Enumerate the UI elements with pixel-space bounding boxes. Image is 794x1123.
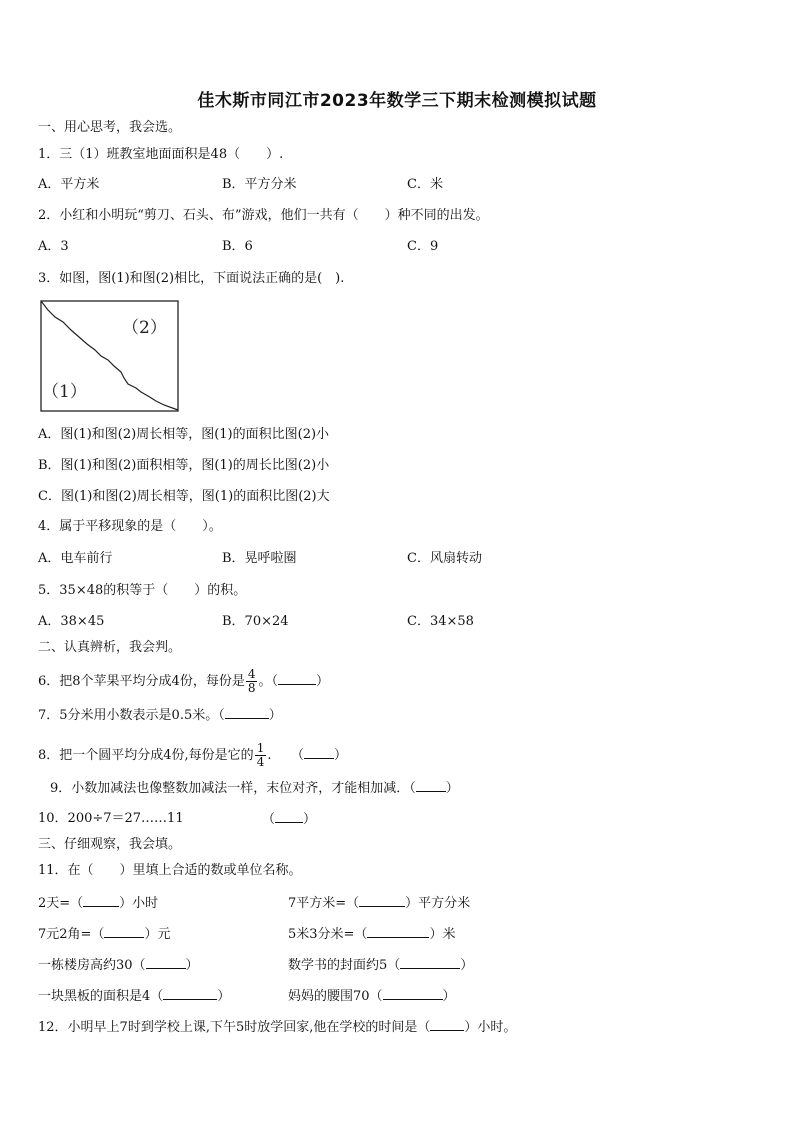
item-text: ） xyxy=(217,989,231,1004)
fraction-numerator: 4 xyxy=(247,667,256,681)
answer-blank[interactable] xyxy=(430,1018,464,1031)
answer-blank[interactable] xyxy=(416,779,446,792)
answer-blank[interactable] xyxy=(400,956,460,969)
question-7-text: 7．5分米用小数表示是0.5米。（ xyxy=(38,708,225,723)
question-6-paren-close: ） xyxy=(315,674,329,689)
answer-blank[interactable] xyxy=(104,925,144,938)
section-heading-fill: 三、仔细观察，我会填。 xyxy=(38,837,182,852)
fraction-1-4 xyxy=(255,742,267,769)
answer-blank[interactable] xyxy=(383,987,443,1000)
question-8 xyxy=(38,742,347,769)
question-11-item xyxy=(38,925,170,944)
section-heading-judge: 二、认真辨析，我会判。 xyxy=(38,640,182,655)
question-11-item xyxy=(288,956,473,975)
figure-label-2: （2） xyxy=(122,318,167,338)
question-3-option-c: C．图(1)和图(2)周长相等，图(1)的面积比图(2)大 xyxy=(38,489,330,504)
item-text: 2天=（ xyxy=(38,896,84,911)
question-10-paren-open: （ xyxy=(262,812,276,827)
question-3-figure xyxy=(40,300,179,412)
question-2-option-b: B．6 xyxy=(222,239,253,254)
question-10-paren-close: ） xyxy=(303,812,317,827)
answer-blank[interactable] xyxy=(278,672,316,685)
question-2-stem: 2．小红和小明玩“剪刀、石头、布”游戏，他们一共有（ ）种不同的出发。 xyxy=(38,208,489,223)
item-text: 妈妈的腰围70（ xyxy=(288,989,383,1004)
question-11-stem: 11．在（ ）里填上合适的数或单位名称。 xyxy=(38,863,302,878)
question-11-item xyxy=(288,987,456,1006)
question-1-stem: 1．三（1）班教室地面面积是48（ ）. xyxy=(38,147,284,162)
question-3-option-b: B．图(1)和图(2)面积相等，图(1)的周长比图(2)小 xyxy=(38,458,330,473)
item-text: 一块黑板的面积是4（ xyxy=(38,989,164,1004)
item-text: ）米 xyxy=(429,927,456,942)
question-5-option-a: A．38×45 xyxy=(38,614,105,629)
item-text: 7元2角=（ xyxy=(38,927,105,942)
section-heading-choice: 一、用心思考，我会选。 xyxy=(38,120,182,135)
question-11-item xyxy=(38,894,158,913)
question-9 xyxy=(50,779,459,798)
question-9-text: 9．小数加减法也像整数加减法一样，末位对齐，才能相加减．（ xyxy=(50,781,416,796)
question-6-paren-open: 。（ xyxy=(258,674,278,689)
fraction-4-8 xyxy=(246,668,258,695)
divided-rectangle-diagram xyxy=(40,300,179,412)
question-11-item xyxy=(38,956,199,975)
answer-blank[interactable] xyxy=(304,746,334,759)
item-text: ）元 xyxy=(144,927,171,942)
answer-blank[interactable] xyxy=(359,894,405,907)
question-1-option-a: A．平方米 xyxy=(38,177,100,192)
item-text: ）小时 xyxy=(119,896,159,911)
question-4-option-b: B．晃呼啦圈 xyxy=(222,551,297,566)
question-5-stem: 5．35×48的积等于（ ）的积。 xyxy=(38,583,247,598)
question-2-option-c: C．9 xyxy=(407,239,439,254)
question-4-option-a: A．电车前行 xyxy=(38,551,113,566)
item-text: ） xyxy=(185,958,199,973)
question-7 xyxy=(38,706,282,725)
question-12 xyxy=(38,1018,516,1037)
item-text: 5米3分米=（ xyxy=(288,927,368,942)
question-3-stem: 3．如图，图(1)和图(2)相比，下面说法正确的是( ). xyxy=(38,271,345,286)
question-11-item xyxy=(38,987,230,1006)
question-5-option-c: C．34×58 xyxy=(407,614,474,629)
fraction-denominator: 8 xyxy=(247,681,256,695)
question-10-text: 10．200÷7＝27……11 xyxy=(38,811,184,826)
question-1-option-b: B．平方分米 xyxy=(222,177,297,192)
question-11-item xyxy=(288,894,470,913)
answer-blank[interactable] xyxy=(367,925,429,938)
question-4-option-c: C．风扇转动 xyxy=(407,551,482,566)
answer-blank[interactable] xyxy=(275,810,303,823)
page-title: 佳木斯市同江市2023年数学三下期末检测模拟试题 xyxy=(197,91,597,111)
fraction-denominator: 4 xyxy=(256,755,265,769)
item-text: ） xyxy=(460,958,474,973)
item-text: ） xyxy=(442,989,456,1004)
item-text: 7平方米=（ xyxy=(288,896,360,911)
question-9-paren-close: ） xyxy=(445,781,459,796)
question-12-text-end: ）小时。 xyxy=(464,1020,517,1035)
question-5-option-b: B．70×24 xyxy=(222,614,289,629)
question-8-text: 8．把一个圆平均分成4份,每份是它的 xyxy=(38,748,254,763)
figure-label-1: （1） xyxy=(42,382,87,402)
answer-blank[interactable] xyxy=(146,956,186,969)
answer-blank[interactable] xyxy=(83,894,119,907)
item-text: 数学书的封面约5（ xyxy=(288,958,401,973)
item-text: ）平方分米 xyxy=(405,896,471,911)
question-6-text: 6．把8个苹果平均分成4份，每份是 xyxy=(38,674,245,689)
fraction-numerator: 1 xyxy=(256,741,265,755)
question-3-option-a: A．图(1)和图(2)周长相等，图(1)的面积比图(2)小 xyxy=(38,427,330,442)
question-10 xyxy=(38,810,184,828)
item-text: 一栋楼房高约30（ xyxy=(38,958,146,973)
answer-blank[interactable] xyxy=(163,987,217,1000)
question-12-text: 12．小明早上7时到学校上课,下午5时放学回家,他在学校的时间是（ xyxy=(38,1020,431,1035)
answer-blank[interactable] xyxy=(225,706,269,719)
question-8-paren-close: ） xyxy=(333,748,347,763)
question-8-paren-open: . （ xyxy=(267,748,304,763)
question-10-answer xyxy=(262,810,316,829)
question-2-option-a: A．3 xyxy=(38,239,69,254)
question-7-paren-close: ） xyxy=(268,708,282,723)
question-1-option-c: C．米 xyxy=(407,177,443,192)
question-6 xyxy=(38,668,329,695)
question-11-item xyxy=(288,925,455,944)
question-4-stem: 4．属于平移现象的是（ ）。 xyxy=(38,519,222,534)
